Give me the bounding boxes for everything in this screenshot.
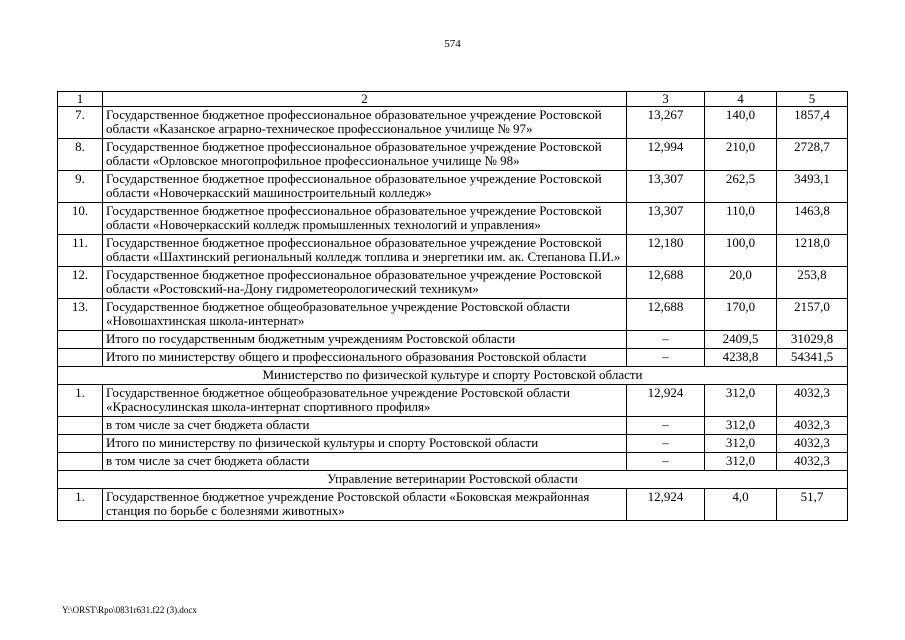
table-header-row (58, 92, 848, 107)
value-col3-cell: – (627, 331, 705, 349)
institution-name-cell: Государственное бюджетное профессиональное образовательное учреждение Ростовской области «Казанское аграрно-техническое профессиональное училище № 97» (103, 107, 627, 139)
value-col3-cell: 13,267 (627, 107, 705, 139)
value-col4-cell: 4,0 (705, 489, 777, 521)
row-number-cell (58, 453, 103, 471)
value-col3-cell: 13,307 (627, 171, 705, 203)
institution-name-cell: Итого по государственным бюджетным учреждениям Ростовской области (103, 331, 627, 349)
institution-name-cell: Государственное бюджетное профессиональное образовательное учреждение Ростовской области «Новочеркасский колледж промышленных технологий и управления» (103, 203, 627, 235)
value-col3-cell: – (627, 453, 705, 471)
value-col3-cell: 12,994 (627, 139, 705, 171)
value-col4-cell: 100,0 (705, 235, 777, 267)
institution-name-cell: Государственное бюджетное общеобразовательное учреждение Ростовской области «Красносулинская школа-интернат спортивного профиля» (103, 385, 627, 417)
row-number-cell (58, 435, 103, 453)
value-col5-cell: 1218,0 (777, 235, 848, 267)
header-cell: 5 (777, 92, 848, 107)
row-number-cell (58, 331, 103, 349)
header-cell: 2 (103, 92, 627, 107)
row-number-cell: 1. (58, 489, 103, 521)
value-col4-cell: 170,0 (705, 299, 777, 331)
row-number-cell (58, 417, 103, 435)
value-col4-cell: 312,0 (705, 435, 777, 453)
value-col5-cell: 4032,3 (777, 435, 848, 453)
value-col4-cell: 140,0 (705, 107, 777, 139)
value-col3-cell: 12,180 (627, 235, 705, 267)
institution-name-cell: Государственное бюджетное учреждение Ростовской области «Боковская межрайонная станция по борьбе с болезнями животных» (103, 489, 627, 521)
value-col4-cell: 4238,8 (705, 349, 777, 367)
value-col4-cell: 20,0 (705, 267, 777, 299)
table-row (58, 171, 848, 203)
table-row (58, 235, 848, 267)
section-title: Министерство по физической культуре и спорту Ростовской области (58, 367, 848, 385)
section-title: Управление ветеринарии Ростовской области (58, 471, 848, 489)
table-row (58, 331, 848, 349)
value-col5-cell: 3493,1 (777, 171, 848, 203)
value-col3-cell: 12,924 (627, 385, 705, 417)
institution-name-cell: в том числе за счет бюджета области (103, 417, 627, 435)
value-col3-cell: 12,688 (627, 267, 705, 299)
value-col3-cell: – (627, 435, 705, 453)
header-cell: 3 (627, 92, 705, 107)
value-col3-cell: 12,688 (627, 299, 705, 331)
table-row (58, 385, 848, 417)
table-row (58, 435, 848, 453)
value-col5-cell: 51,7 (777, 489, 848, 521)
table-row (58, 107, 848, 139)
institution-name-cell: Государственное бюджетное общеобразовательное учреждение Ростовской области «Новошахтинская школа-интернат» (103, 299, 627, 331)
value-col3-cell: – (627, 349, 705, 367)
value-col4-cell: 210,0 (705, 139, 777, 171)
table-row (58, 139, 848, 171)
row-number-cell: 11. (58, 235, 103, 267)
value-col4-cell: 110,0 (705, 203, 777, 235)
value-col3-cell: – (627, 417, 705, 435)
header-cell: 4 (705, 92, 777, 107)
value-col4-cell: 2409,5 (705, 331, 777, 349)
value-col5-cell: 1463,8 (777, 203, 848, 235)
value-col5-cell: 54341,5 (777, 349, 848, 367)
institution-name-cell: в том числе за счет бюджета области (103, 453, 627, 471)
institution-name-cell: Итого по министерству по физической культуры и спорту Ростовской области (103, 435, 627, 453)
value-col5-cell: 2728,7 (777, 139, 848, 171)
row-number-cell: 12. (58, 267, 103, 299)
row-number-cell: 13. (58, 299, 103, 331)
page-number: 574 (444, 38, 461, 50)
table-row (58, 267, 848, 299)
value-col5-cell: 4032,3 (777, 417, 848, 435)
budget-table (57, 91, 848, 521)
row-number-cell: 1. (58, 385, 103, 417)
value-col4-cell: 312,0 (705, 453, 777, 471)
institution-name-cell: Государственное бюджетное профессиональное образовательное учреждение Ростовской области «Орловское многопрофильное профессиональное училище № 98» (103, 139, 627, 171)
header-cell: 1 (58, 92, 103, 107)
value-col5-cell: 4032,3 (777, 385, 848, 417)
value-col5-cell: 253,8 (777, 267, 848, 299)
value-col4-cell: 312,0 (705, 385, 777, 417)
value-col5-cell: 4032,3 (777, 453, 848, 471)
table-row (58, 417, 848, 435)
section-header-row (58, 367, 848, 385)
section-header-row (58, 471, 848, 489)
file-path-footer: Y:\ORST\Rpo\0831r631.f22 (3).docx (62, 605, 197, 615)
value-col5-cell: 1857,4 (777, 107, 848, 139)
table-row (58, 453, 848, 471)
value-col4-cell: 312,0 (705, 417, 777, 435)
table-row (58, 299, 848, 331)
institution-name-cell: Государственное бюджетное профессиональное образовательное учреждение Ростовской области «Новочеркасский машиностроительный колледж» (103, 171, 627, 203)
value-col3-cell: 13,307 (627, 203, 705, 235)
institution-name-cell: Государственное бюджетное профессиональное образовательное учреждение Ростовской области «Шахтинский региональный колледж топлива и энергетики им. ак. Степанова П.И.» (103, 235, 627, 267)
row-number-cell (58, 349, 103, 367)
institution-name-cell: Государственное бюджетное профессиональное образовательное учреждение Ростовской области «Ростовский-на-Дону гидрометеорологический техникум» (103, 267, 627, 299)
table-row (58, 489, 848, 521)
value-col3-cell: 12,924 (627, 489, 705, 521)
row-number-cell: 7. (58, 107, 103, 139)
institution-name-cell: Итого по министерству общего и профессионального образования Ростовской области (103, 349, 627, 367)
row-number-cell: 8. (58, 139, 103, 171)
row-number-cell: 10. (58, 203, 103, 235)
value-col5-cell: 2157,0 (777, 299, 848, 331)
table-row (58, 349, 848, 367)
value-col4-cell: 262,5 (705, 171, 777, 203)
value-col5-cell: 31029,8 (777, 331, 848, 349)
table-row (58, 203, 848, 235)
row-number-cell: 9. (58, 171, 103, 203)
